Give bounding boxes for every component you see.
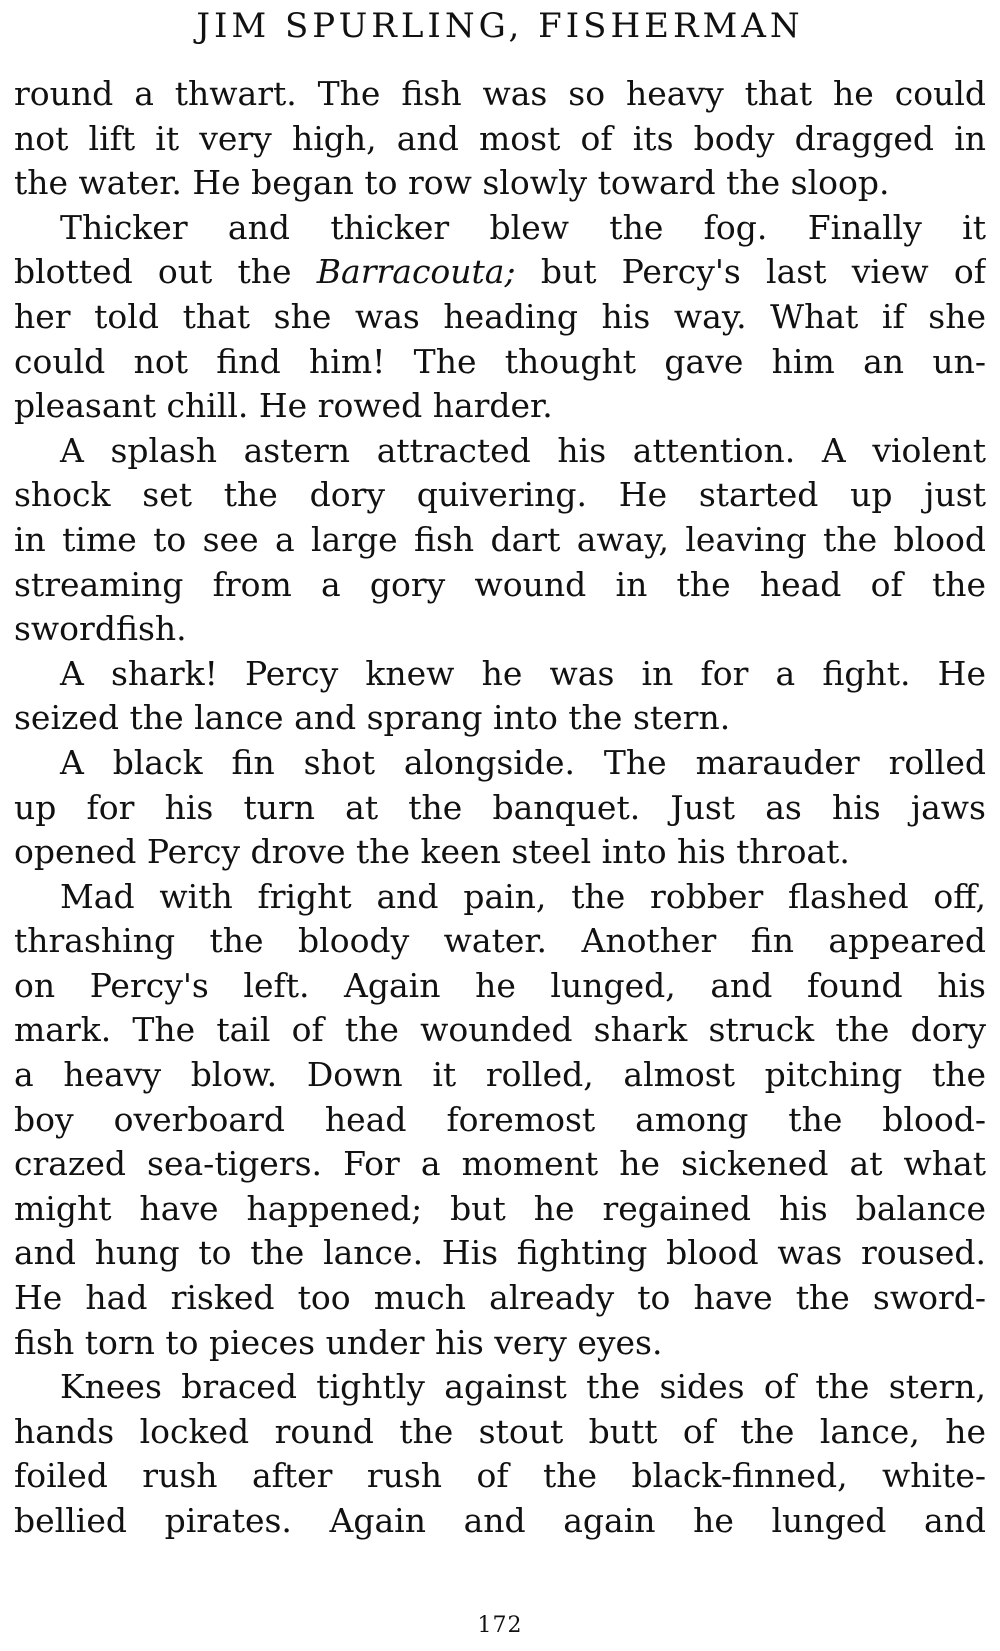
paragraph-1 xyxy=(14,72,986,206)
paragraph-2 xyxy=(14,206,986,429)
text-line: seized the lance and sprang into the stern. xyxy=(14,698,731,738)
text-line: might have happened; but he regained his balance xyxy=(14,1188,986,1228)
paragraph-3 xyxy=(14,429,986,652)
text-segment: but Percy's last view of xyxy=(540,252,986,292)
text-line xyxy=(14,250,986,295)
text-line: and hung to the lance. His fighting blood was roused. xyxy=(14,1233,986,1273)
text-line: swordfish. xyxy=(14,609,187,649)
text-line: on Percy's left. Again he lunged, and found his xyxy=(14,965,986,1005)
paragraph-4 xyxy=(14,652,986,741)
text-line: boy overboard head foremost among the blood- xyxy=(14,1099,986,1139)
text-line: up for his turn at the banquet. Just as his jaws xyxy=(14,787,986,827)
text-segment: blotted out the xyxy=(14,252,292,292)
text-line: pleasant chill. He rowed harder. xyxy=(14,386,553,426)
text-line: could not find him! The thought gave him an un- xyxy=(14,341,986,381)
text-line: in time to see a large fish dart away, leaving the blood xyxy=(14,519,986,559)
text-line: mark. The tail of the wounded shark struck the dory xyxy=(14,1010,986,1050)
text-line: Mad with fright and pain, the robber flashed off, xyxy=(60,876,986,916)
body-text xyxy=(14,72,986,1544)
paragraph-6 xyxy=(14,875,986,1366)
text-line: He had risked too much already to have the sword- xyxy=(14,1278,986,1318)
text-line: thrashing the bloody water. Another fin appeared xyxy=(14,921,986,961)
text-line: A splash astern attracted his attention. A violent xyxy=(60,430,986,470)
text-line: not lift it very high, and most of its body dragged in xyxy=(14,118,986,158)
text-line: a heavy blow. Down it rolled, almost pitching the xyxy=(14,1055,986,1095)
text-line: foiled rush after rush of the black-finned, white- xyxy=(14,1456,986,1496)
book-page xyxy=(14,0,986,1651)
text-line: Knees braced tightly against the sides of the stern, xyxy=(60,1367,986,1407)
text-line: shock set the dory quivering. He started up just xyxy=(14,475,986,515)
text-line: her told that she was heading his way. What if she xyxy=(14,296,986,336)
text-line: hands locked round the stout butt of the lance, he xyxy=(14,1411,986,1451)
text-line: A shark! Percy knew he was in for a fight. He xyxy=(60,653,986,693)
paragraph-5 xyxy=(14,741,986,875)
text-line: crazed sea-tigers. For a moment he sickened at what xyxy=(14,1144,986,1184)
text-line: A black fin shot alongside. The marauder rolled xyxy=(60,742,986,782)
paragraph-7 xyxy=(14,1365,986,1543)
text-line: Thicker and thicker blew the fog. Finally it xyxy=(60,207,986,247)
text-line: streaming from a gory wound in the head of the xyxy=(14,564,986,604)
text-line: fish torn to pieces under his very eyes. xyxy=(14,1322,663,1362)
page-number: 172 xyxy=(477,1613,523,1638)
text-line: bellied pirates. Again and again he lunged and xyxy=(14,1501,986,1540)
running-head: JIM SPURLING, FISHERMAN xyxy=(196,6,804,46)
text-line: round a thwart. The fish was so heavy that he could xyxy=(14,74,986,113)
ship-name: Barracouta; xyxy=(316,252,516,292)
text-line: the water. He began to row slowly toward the sloop. xyxy=(14,163,890,203)
text-line: opened Percy drove the keen steel into his throat. xyxy=(14,832,850,872)
